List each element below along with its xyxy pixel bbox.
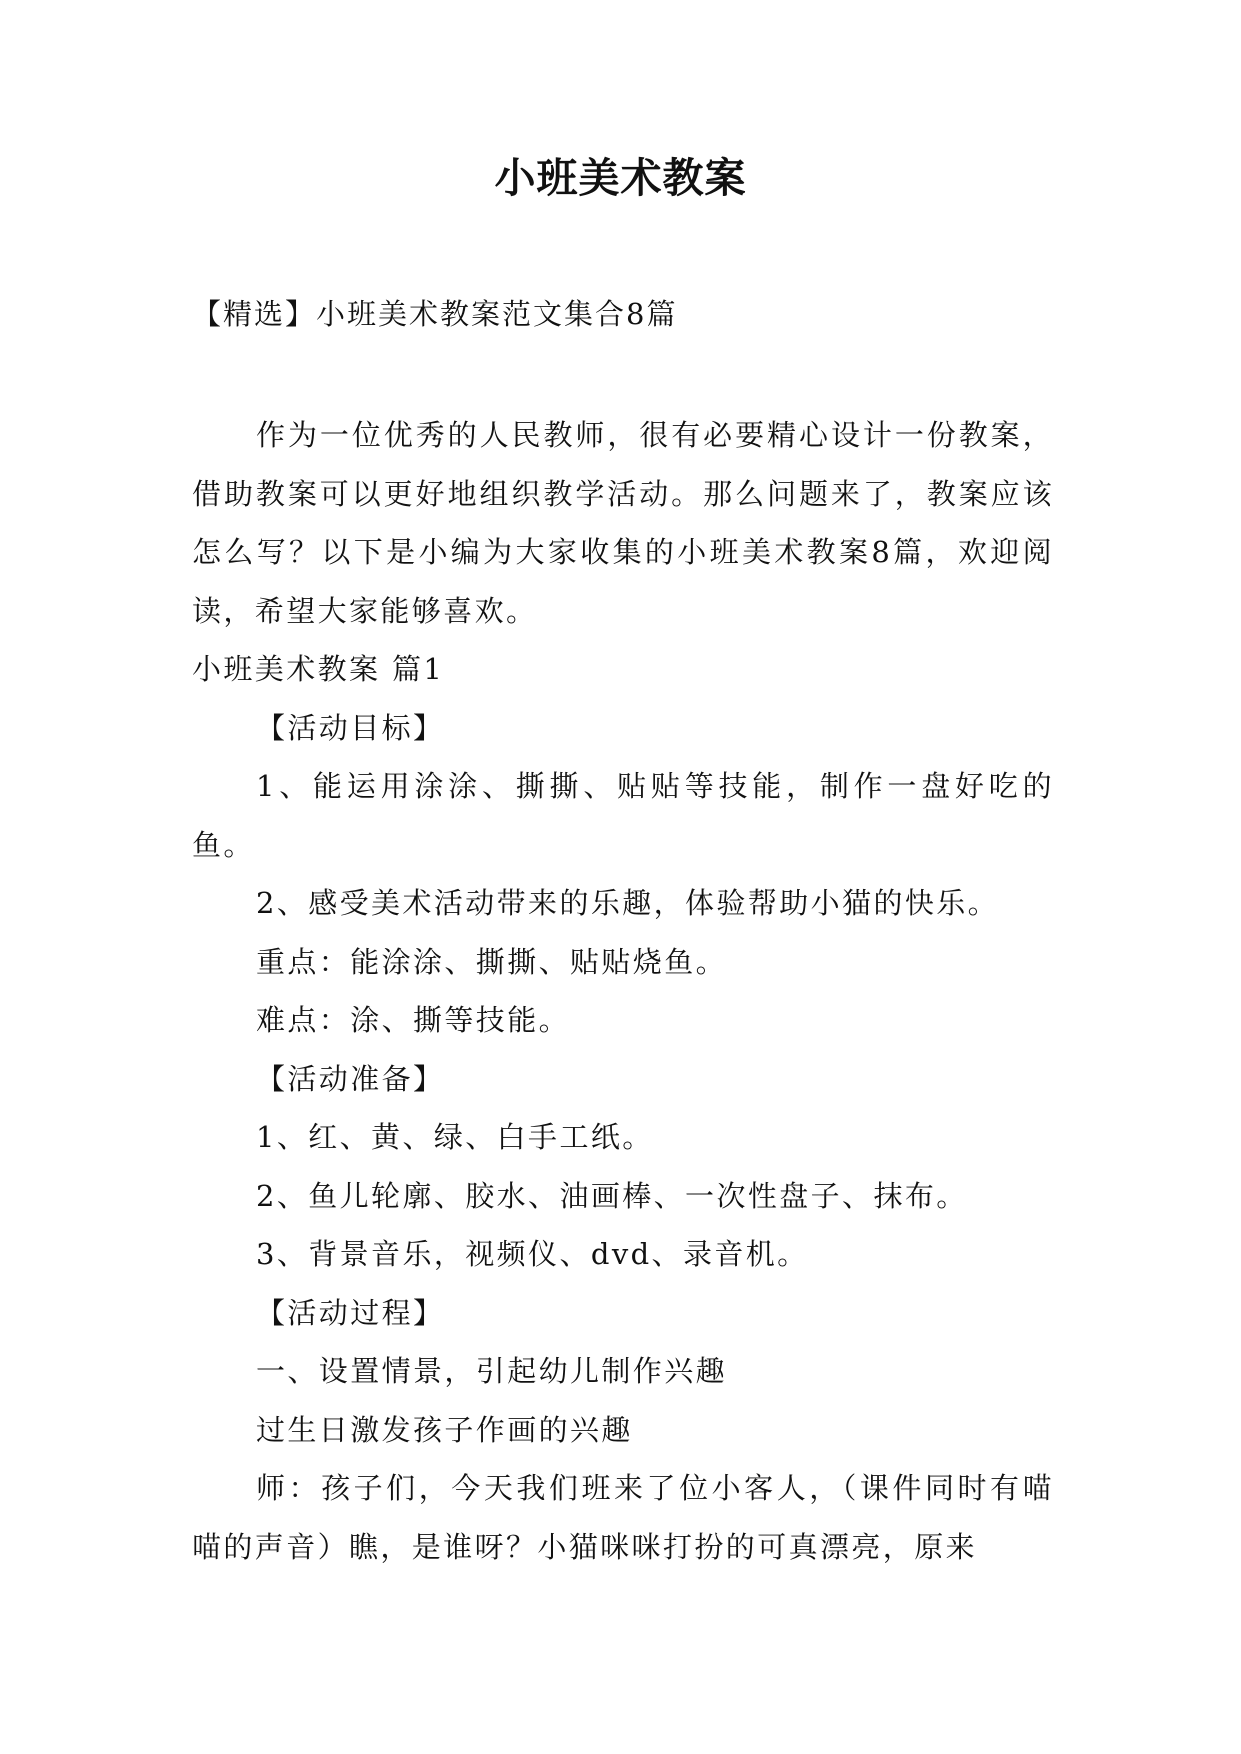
paragraph-teacher-dialogue: 师：孩子们，今天我们班来了位小客人，（课件同时有喵喵的声音）瞧，是谁呀？小猫咪咪打扮的可真漂亮，原来 (192, 1471, 1054, 1564)
paragraph-goal-2: 2、感受美术活动带来的乐趣，体验帮助小猫的快乐。 (256, 886, 1000, 920)
document-title: 小班美术教案 (494, 154, 747, 202)
document-body (192, 406, 1054, 1576)
subheading-activity-preparation: 【活动准备】 (256, 1061, 445, 1096)
paragraph-key-point: 重点：能涂涂、撕撕、贴贴烧鱼。 (256, 944, 728, 979)
paragraph-prep-3: 3、背景音乐，视频仪、dvd、录音机。 (256, 1237, 809, 1271)
paragraph-process-birthday: 过生日激发孩子作画的兴趣 (256, 1412, 633, 1447)
paragraph-prep-2: 2、鱼儿轮廓、胶水、油画棒、一次性盘子、抹布。 (256, 1178, 968, 1213)
paragraph-difficulty: 难点：涂、撕等技能。 (256, 1003, 571, 1037)
paragraph-goal-1: 1、能运用涂涂、撕撕、贴贴等技能，制作一盘好吃的鱼。 (192, 769, 1054, 862)
section-heading: 小班美术教案 篇1 (192, 652, 445, 686)
subheading-activity-process: 【活动过程】 (256, 1295, 445, 1330)
subheading-activity-goals: 【活动目标】 (256, 710, 445, 745)
document-subtitle: 【精选】小班美术教案范文集合8篇 (192, 297, 678, 331)
paragraph-intro: 作为一位优秀的人民教师，很有必要精心设计一份教案，借助教案可以更好地组织教学活动。那么问题来了，教案应该怎么写？以下是小编为大家收集的小班美术教案8篇，欢迎阅读，希望大家能够喜欢。 (192, 418, 1054, 628)
paragraph-process-step-1: 一、设置情景，引起幼儿制作兴趣 (256, 1354, 728, 1388)
paragraph-prep-1: 1、红、黄、绿、白手工纸。 (256, 1120, 654, 1154)
